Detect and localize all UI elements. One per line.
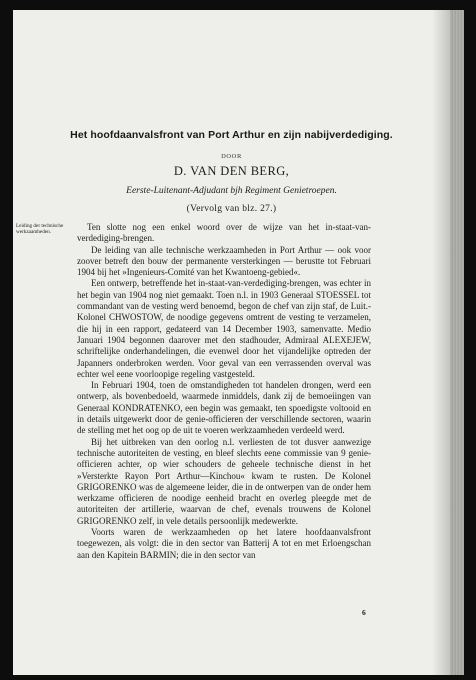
paragraph: Voorts waren de werkzaamheden op het latere hoofdaanvalsfront toegewezen, als volgt: die in den sector van Batterij A tot en met Erloengschan aan den Kapitein BARMIN; die in den sector van (77, 527, 371, 560)
article-body (77, 222, 371, 561)
paragraph: Bij het uitbreken van den oorlog n.l. verliesten de tot dusver aanwezige technische autoriteiten de vesting, en bleef slechts eene commissie van 9 genie-officieren achter, op wier schouders de geheele technische dienst in het »Versterkte Rayon Port Arthur—Kinchou« kwam te rusten. De Kolonel GRIGORENKO was de algemeene leider, die in de ontwerpen van de onder hem werkzame officieren de noodige eenheid bracht en overleg pleegde met de autoriteiten der artillerie, waarvan de chef, evenals trouwens de Kolonel GRIGORENKO zelf, in vele details persoonlijk medewerkte. (77, 436, 371, 526)
paragraph: Een ontwerp, betreffende het in-staat-van-verdediging-brengen, was echter in het begin van 1904 nog niet gemaakt. Toen n.l. in 1903 Generaal STOESSEL tot commandant van de vesting werd benoemd, begon de chef van zijn staf, de Luit.-Kolonel CHWOSTOW, de noodige gegevens omtrent de vesting te verzamelen, die hij in een rapport, gedateerd van 14 December 1903, samenvatte. Medio Januari 1904 begonnen daarover met den stadhouder, Admiraal ALEXEJEW, schriftelijke onderhandelingen, die evenwel door het vijandelijke optreden der Japanners onderbroken werden. Voor geval van een verrassenden overval was echter wel eene voorloopige regeling vastgesteld. (77, 278, 371, 379)
paragraph: In Februari 1904, toen de omstandigheden tot handelen drongen, werd een ontwerp, als bovenbedoeld, waarmede inmiddels, dank zij de bemoeiingen van Generaal KONDRATENKO, een begin was gemaakt, ten spoedigste voltooid en in details uitgewerkt door de genie-officieren der verschillende sectoren, waarin de stelling met het oog op de uit te voeren werkzaamheden verdeeld werd. (77, 380, 371, 436)
article-title: Het hoofdaanvalsfront van Port Arthur en zijn nabijverdediging. (70, 129, 393, 141)
paragraph: De leiding van alle technische werkzaamheden in Port Arthur — ook voor zoover betreft den bouw der permanente versterkingen — berustte tot Februari 1904 bij het »Ingenieurs-Comité van het Kwantoeng-gebied«. (77, 244, 371, 278)
paragraph: Ten slotte nog een enkel woord over de wijze van het in-staat-van-verdediging-brengen. (77, 222, 371, 244)
author-name: D. VAN DEN BERG, (173, 164, 290, 178)
author-rank: Eerste-Luitenant-Adjudant bjh Regiment Genietroepen. (126, 186, 337, 196)
book-page (13, 10, 450, 675)
continuation-note: (Vervolg van blz. 27.) (186, 204, 277, 214)
margin-note: Leiding der technische werkzaamheden. (16, 223, 64, 235)
page-number: 6 (362, 608, 366, 617)
byline-label: DOOR (221, 153, 242, 160)
page-stack-edge (450, 10, 464, 675)
